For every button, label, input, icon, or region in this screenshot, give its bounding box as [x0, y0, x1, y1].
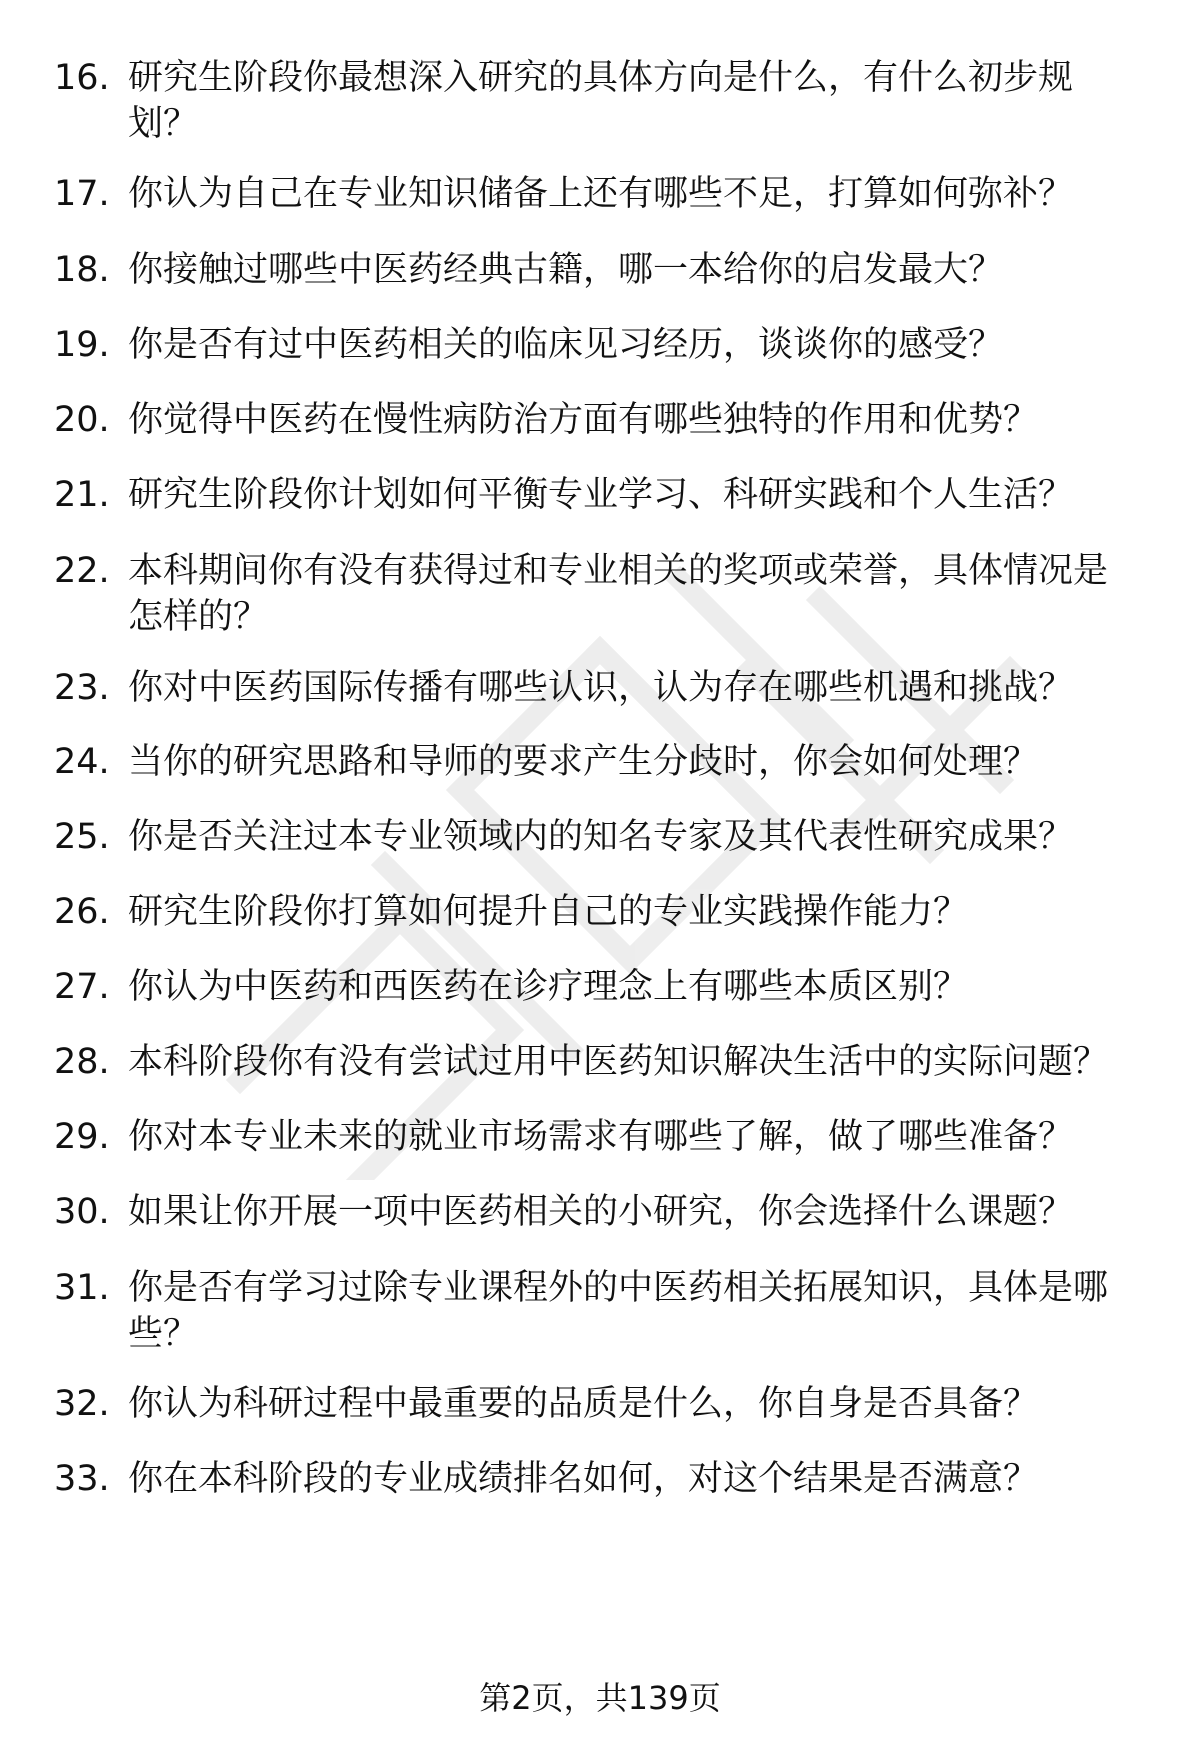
question-text: 你是否有过中医药相关的临床见习经历，谈谈你的感受？	[128, 325, 1004, 365]
question-number: 23.	[54, 668, 110, 708]
question-number: 30.	[54, 1192, 110, 1232]
question-text: 当你的研究思路和导师的要求产生分歧时，你会如何处理？	[128, 742, 1039, 782]
question-number: 16.	[54, 58, 110, 98]
question-number: 31.	[54, 1268, 110, 1308]
question-number: 19.	[54, 325, 110, 365]
question-item-26	[0, 889, 1200, 935]
question-item-22	[0, 548, 1200, 640]
question-text: 本科期间你有没有获得过和专业相关的奖项或荣誉，具体情况是怎样的？	[128, 551, 1109, 637]
question-number: 28.	[54, 1042, 110, 1082]
question-text: 研究生阶段你计划如何平衡专业学习、科研实践和个人生活？	[128, 475, 1074, 515]
question-item-33	[0, 1456, 1200, 1502]
question-item-17	[0, 171, 1200, 217]
question-text: 本科阶段你有没有尝试过用中医药知识解决生活中的实际问题？	[128, 1042, 1109, 1082]
question-item-32	[0, 1381, 1200, 1427]
question-item-20	[0, 397, 1200, 443]
question-text: 你认为自己在专业知识储备上还有哪些不足，打算如何弥补？	[128, 174, 1074, 214]
question-item-30	[0, 1189, 1200, 1235]
question-text: 研究生阶段你最想深入研究的具体方向是什么，有什么初步规划？	[128, 58, 1074, 144]
question-number: 26.	[54, 892, 110, 932]
page-number-label: 第2页，共139页	[479, 1679, 721, 1717]
question-item-21	[0, 472, 1200, 518]
question-number: 21.	[54, 475, 110, 515]
question-number: 25.	[54, 817, 110, 857]
question-text: 你接触过哪些中医药经典古籍，哪一本给你的启发最大？	[128, 250, 1004, 290]
question-item-31	[0, 1265, 1200, 1357]
question-text: 你对本专业未来的就业市场需求有哪些了解，做了哪些准备？	[128, 1117, 1074, 1157]
question-number: 27.	[54, 967, 110, 1007]
question-text: 你认为中医药和西医药在诊疗理念上有哪些本质区别？	[128, 967, 969, 1007]
question-text: 研究生阶段你打算如何提升自己的专业实践操作能力？	[128, 892, 969, 932]
question-number: 33.	[54, 1459, 110, 1499]
question-item-27	[0, 964, 1200, 1010]
question-text: 你觉得中医药在慢性病防治方面有哪些独特的作用和优势？	[128, 400, 1039, 440]
question-item-24	[0, 739, 1200, 785]
page-footer	[0, 1678, 1200, 1718]
question-number: 24.	[54, 742, 110, 782]
question-text: 如果让你开展一项中医药相关的小研究，你会选择什么课题？	[128, 1192, 1074, 1232]
question-text: 你对中医药国际传播有哪些认识，认为存在哪些机遇和挑战？	[128, 668, 1074, 708]
question-item-23	[0, 665, 1200, 711]
question-item-25	[0, 814, 1200, 860]
question-text: 你在本科阶段的专业成绩排名如何，对这个结果是否满意？	[128, 1459, 1039, 1499]
question-item-18	[0, 247, 1200, 293]
question-number: 17.	[54, 174, 110, 214]
question-number: 29.	[54, 1117, 110, 1157]
question-text: 你是否关注过本专业领域内的知名专家及其代表性研究成果？	[128, 817, 1074, 857]
question-number: 20.	[54, 400, 110, 440]
question-text: 你认为科研过程中最重要的品质是什么，你自身是否具备？	[128, 1384, 1039, 1424]
question-text: 你是否有学习过除专业课程外的中医药相关拓展知识，具体是哪些？	[128, 1268, 1109, 1354]
watermark	[210, 560, 1030, 1180]
question-item-16	[0, 55, 1200, 147]
question-number: 32.	[54, 1384, 110, 1424]
question-number: 22.	[54, 551, 110, 591]
question-item-28	[0, 1039, 1200, 1085]
question-item-19	[0, 322, 1200, 368]
question-number: 18.	[54, 250, 110, 290]
question-item-29	[0, 1114, 1200, 1160]
